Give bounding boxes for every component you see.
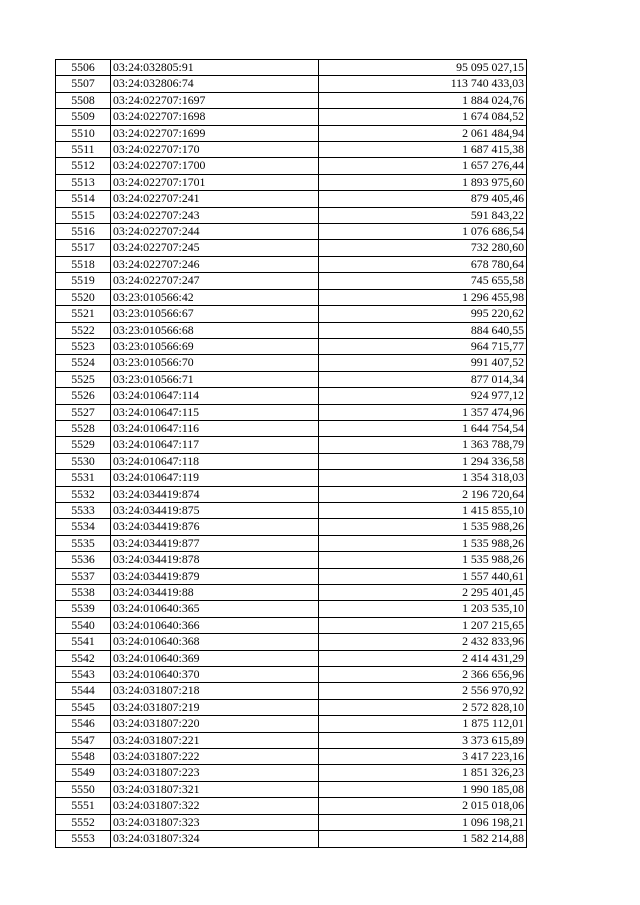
cadastral-number-cell: 03:24:022707:170	[111, 142, 319, 158]
row-number-cell: 5522	[56, 322, 111, 338]
row-number-cell: 5516	[56, 224, 111, 240]
table-row	[56, 92, 527, 108]
row-number-cell: 5517	[56, 240, 111, 256]
table-row	[56, 601, 527, 617]
value-cell: 877 014,34	[319, 371, 527, 387]
cadastral-number-cell: 03:24:010647:114	[111, 388, 319, 404]
table-row	[56, 224, 527, 240]
row-number-cell: 5548	[56, 749, 111, 765]
row-number-cell: 5533	[56, 502, 111, 518]
table-row	[56, 388, 527, 404]
row-number-cell: 5511	[56, 142, 111, 158]
table-row	[56, 749, 527, 765]
row-number-cell: 5536	[56, 552, 111, 568]
row-number-cell: 5546	[56, 716, 111, 732]
cadastral-number-cell: 03:24:034419:88	[111, 585, 319, 601]
value-cell: 1 535 988,26	[319, 519, 527, 535]
cadastral-number-cell: 03:24:022707:1699	[111, 125, 319, 141]
value-cell: 1 582 214,88	[319, 831, 527, 847]
cadastral-number-cell: 03:24:022707:246	[111, 256, 319, 272]
table-row	[56, 552, 527, 568]
cadastral-number-cell: 03:24:022707:1701	[111, 174, 319, 190]
row-number-cell: 5513	[56, 174, 111, 190]
table-row	[56, 765, 527, 781]
value-cell: 2 366 656,96	[319, 667, 527, 683]
table-row	[56, 519, 527, 535]
cadastral-number-cell: 03:24:010647:119	[111, 470, 319, 486]
table-row	[56, 650, 527, 666]
row-number-cell: 5518	[56, 256, 111, 272]
value-cell: 1 674 084,52	[319, 109, 527, 125]
cadastral-number-cell: 03:24:032805:91	[111, 60, 319, 76]
table-row	[56, 535, 527, 551]
table-row	[56, 158, 527, 174]
table-row	[56, 191, 527, 207]
value-cell: 1 415 855,10	[319, 502, 527, 518]
row-number-cell: 5529	[56, 437, 111, 453]
row-number-cell: 5526	[56, 388, 111, 404]
row-number-cell: 5531	[56, 470, 111, 486]
value-cell: 1 990 185,08	[319, 781, 527, 797]
value-cell: 1 296 455,98	[319, 289, 527, 305]
table-row	[56, 322, 527, 338]
table-row	[56, 240, 527, 256]
table-row	[56, 634, 527, 650]
row-number-cell: 5530	[56, 453, 111, 469]
cadastral-number-cell: 03:24:031807:220	[111, 716, 319, 732]
table-row	[56, 273, 527, 289]
table-row	[56, 109, 527, 125]
row-number-cell: 5532	[56, 486, 111, 502]
row-number-cell: 5515	[56, 207, 111, 223]
cadastral-number-cell: 03:24:022707:245	[111, 240, 319, 256]
table-row	[56, 568, 527, 584]
table-row	[56, 256, 527, 272]
row-number-cell: 5520	[56, 289, 111, 305]
cadastral-number-cell: 03:24:031807:324	[111, 831, 319, 847]
cadastral-number-cell: 03:24:010647:117	[111, 437, 319, 453]
row-number-cell: 5551	[56, 798, 111, 814]
table-row	[56, 404, 527, 420]
cadastral-value-table	[55, 59, 527, 848]
row-number-cell: 5523	[56, 338, 111, 354]
row-number-cell: 5527	[56, 404, 111, 420]
table-row	[56, 716, 527, 732]
table-row	[56, 371, 527, 387]
cadastral-number-cell: 03:24:010647:116	[111, 420, 319, 436]
table-row	[56, 831, 527, 847]
row-number-cell: 5545	[56, 699, 111, 715]
row-number-cell: 5524	[56, 355, 111, 371]
value-cell: 884 640,55	[319, 322, 527, 338]
value-cell: 3 373 615,89	[319, 732, 527, 748]
value-cell: 678 780,64	[319, 256, 527, 272]
row-number-cell: 5550	[56, 781, 111, 797]
table-row	[56, 420, 527, 436]
cadastral-number-cell: 03:23:010566:42	[111, 289, 319, 305]
cadastral-number-cell: 03:24:034419:879	[111, 568, 319, 584]
table-row	[56, 798, 527, 814]
table-row	[56, 306, 527, 322]
value-cell: 2 432 833,96	[319, 634, 527, 650]
cadastral-number-cell: 03:24:031807:223	[111, 765, 319, 781]
value-cell: 924 977,12	[319, 388, 527, 404]
cadastral-number-cell: 03:23:010566:68	[111, 322, 319, 338]
value-cell: 2 556 970,92	[319, 683, 527, 699]
cadastral-number-cell: 03:24:031807:218	[111, 683, 319, 699]
row-number-cell: 5519	[56, 273, 111, 289]
value-cell: 1 557 440,61	[319, 568, 527, 584]
cadastral-number-cell: 03:24:034419:878	[111, 552, 319, 568]
value-cell: 2 295 401,45	[319, 585, 527, 601]
row-number-cell: 5542	[56, 650, 111, 666]
table-row	[56, 174, 527, 190]
cadastral-number-cell: 03:24:010647:115	[111, 404, 319, 420]
cadastral-number-cell: 03:24:022707:244	[111, 224, 319, 240]
row-number-cell: 5547	[56, 732, 111, 748]
value-cell: 1 096 198,21	[319, 814, 527, 830]
value-cell: 113 740 433,03	[319, 76, 527, 92]
row-number-cell: 5553	[56, 831, 111, 847]
table-body	[56, 60, 527, 848]
table-row	[56, 502, 527, 518]
cadastral-number-cell: 03:24:010640:369	[111, 650, 319, 666]
cadastral-number-cell: 03:24:010647:118	[111, 453, 319, 469]
row-number-cell: 5539	[56, 601, 111, 617]
value-cell: 991 407,52	[319, 355, 527, 371]
row-number-cell: 5544	[56, 683, 111, 699]
row-number-cell: 5552	[56, 814, 111, 830]
row-number-cell: 5543	[56, 667, 111, 683]
cadastral-number-cell: 03:23:010566:70	[111, 355, 319, 371]
cadastral-number-cell: 03:24:031807:219	[111, 699, 319, 715]
table-row	[56, 683, 527, 699]
value-cell: 3 417 223,16	[319, 749, 527, 765]
value-cell: 1 644 754,54	[319, 420, 527, 436]
row-number-cell: 5540	[56, 617, 111, 633]
table-row	[56, 486, 527, 502]
value-cell: 879 405,46	[319, 191, 527, 207]
cadastral-number-cell: 03:24:034419:874	[111, 486, 319, 502]
cadastral-number-cell: 03:24:031807:221	[111, 732, 319, 748]
table-row	[56, 125, 527, 141]
table-row	[56, 617, 527, 633]
table-row	[56, 338, 527, 354]
row-number-cell: 5537	[56, 568, 111, 584]
cadastral-number-cell: 03:24:010640:365	[111, 601, 319, 617]
value-cell: 1 851 326,23	[319, 765, 527, 781]
cadastral-number-cell: 03:24:031807:321	[111, 781, 319, 797]
value-cell: 1 203 535,10	[319, 601, 527, 617]
value-cell: 2 414 431,29	[319, 650, 527, 666]
table-row	[56, 437, 527, 453]
value-cell: 1 363 788,79	[319, 437, 527, 453]
cadastral-number-cell: 03:23:010566:67	[111, 306, 319, 322]
cadastral-number-cell: 03:23:010566:71	[111, 371, 319, 387]
value-cell: 1 294 336,58	[319, 453, 527, 469]
cadastral-number-cell: 03:24:022707:1697	[111, 92, 319, 108]
cadastral-number-cell: 03:24:022707:1698	[111, 109, 319, 125]
value-cell: 1 357 474,96	[319, 404, 527, 420]
value-cell: 95 095 027,15	[319, 60, 527, 76]
cadastral-number-cell: 03:23:010566:69	[111, 338, 319, 354]
value-cell: 591 843,22	[319, 207, 527, 223]
table-row	[56, 207, 527, 223]
value-cell: 1 893 975,60	[319, 174, 527, 190]
table-row	[56, 142, 527, 158]
value-cell: 1 354 318,03	[319, 470, 527, 486]
table-row	[56, 76, 527, 92]
table-row	[56, 699, 527, 715]
cadastral-number-cell: 03:24:034419:877	[111, 535, 319, 551]
value-cell: 1 076 686,54	[319, 224, 527, 240]
value-cell: 964 715,77	[319, 338, 527, 354]
cadastral-number-cell: 03:24:010640:366	[111, 617, 319, 633]
cadastral-number-cell: 03:24:031807:322	[111, 798, 319, 814]
row-number-cell: 5514	[56, 191, 111, 207]
table-row	[56, 781, 527, 797]
row-number-cell: 5538	[56, 585, 111, 601]
value-cell: 2 015 018,06	[319, 798, 527, 814]
table-row	[56, 453, 527, 469]
cadastral-number-cell: 03:24:010640:368	[111, 634, 319, 650]
cadastral-number-cell: 03:24:010640:370	[111, 667, 319, 683]
row-number-cell: 5549	[56, 765, 111, 781]
cadastral-number-cell: 03:24:022707:1700	[111, 158, 319, 174]
value-cell: 1 535 988,26	[319, 552, 527, 568]
row-number-cell: 5507	[56, 76, 111, 92]
row-number-cell: 5535	[56, 535, 111, 551]
table-row	[56, 289, 527, 305]
value-cell: 745 655,58	[319, 273, 527, 289]
table-row	[56, 732, 527, 748]
row-number-cell: 5521	[56, 306, 111, 322]
table-row	[56, 60, 527, 76]
table-row	[56, 585, 527, 601]
cadastral-number-cell: 03:24:031807:222	[111, 749, 319, 765]
row-number-cell: 5509	[56, 109, 111, 125]
row-number-cell: 5525	[56, 371, 111, 387]
cadastral-number-cell: 03:24:022707:243	[111, 207, 319, 223]
value-cell: 1 207 215,65	[319, 617, 527, 633]
cadastral-number-cell: 03:24:034419:875	[111, 502, 319, 518]
value-cell: 1 687 415,38	[319, 142, 527, 158]
table-row	[56, 814, 527, 830]
value-cell: 1 875 112,01	[319, 716, 527, 732]
cadastral-number-cell: 03:24:022707:247	[111, 273, 319, 289]
row-number-cell: 5510	[56, 125, 111, 141]
row-number-cell: 5512	[56, 158, 111, 174]
row-number-cell: 5508	[56, 92, 111, 108]
value-cell: 1 535 988,26	[319, 535, 527, 551]
value-cell: 2 061 484,94	[319, 125, 527, 141]
row-number-cell: 5534	[56, 519, 111, 535]
row-number-cell: 5506	[56, 60, 111, 76]
value-cell: 995 220,62	[319, 306, 527, 322]
table-row	[56, 667, 527, 683]
table-row	[56, 355, 527, 371]
row-number-cell: 5528	[56, 420, 111, 436]
value-cell: 732 280,60	[319, 240, 527, 256]
cadastral-number-cell: 03:24:034419:876	[111, 519, 319, 535]
cadastral-number-cell: 03:24:031807:323	[111, 814, 319, 830]
value-cell: 2 572 828,10	[319, 699, 527, 715]
value-cell: 2 196 720,64	[319, 486, 527, 502]
value-cell: 1 657 276,44	[319, 158, 527, 174]
table-row	[56, 470, 527, 486]
value-cell: 1 884 024,76	[319, 92, 527, 108]
cadastral-number-cell: 03:24:022707:241	[111, 191, 319, 207]
row-number-cell: 5541	[56, 634, 111, 650]
cadastral-number-cell: 03:24:032806:74	[111, 76, 319, 92]
